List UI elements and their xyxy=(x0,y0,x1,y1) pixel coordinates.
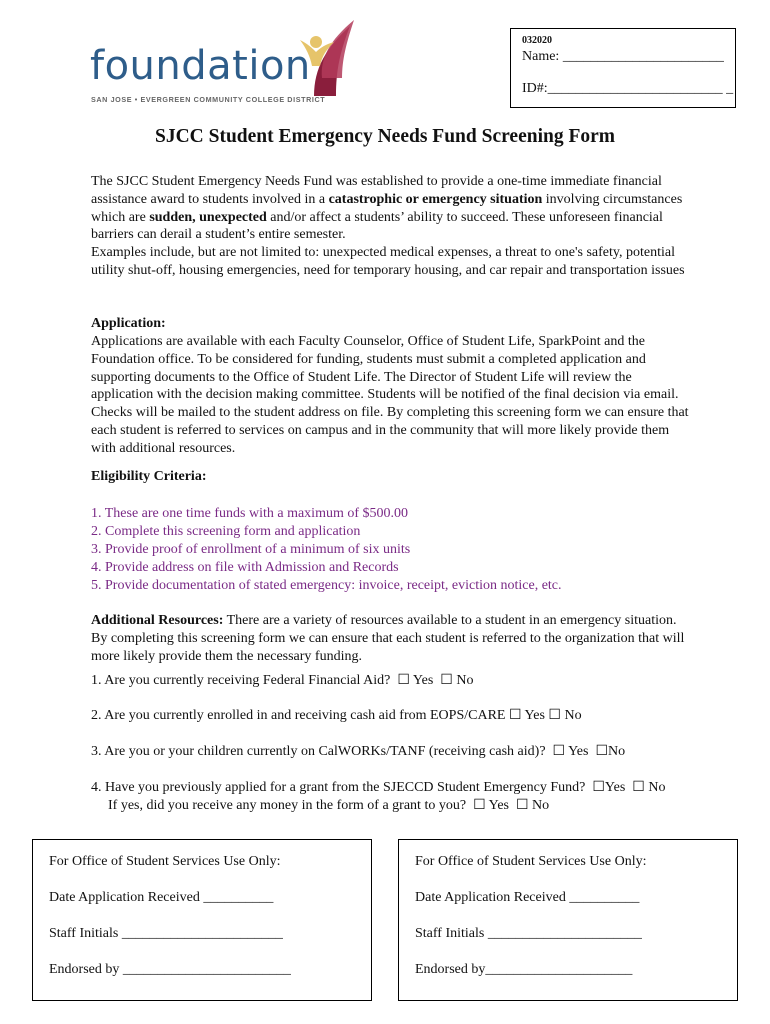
question-1: 1. Are you currently receiving Federal Financial Aid? ☐ Yes ☐ No xyxy=(91,673,474,688)
name-field[interactable]: Name: _______________________ xyxy=(522,49,724,64)
application-heading: Application: xyxy=(91,316,166,331)
list-item: 4. Provide address on file with Admission and Records xyxy=(91,560,399,575)
resources-paragraph: Additional Resources: There are a variety of resources available to a student in an emergency situation. By completing this screening form we can ensure that each student is referred to the organization that will more likely provide them the necessary funding. xyxy=(91,613,685,664)
form-code: 032020 xyxy=(522,35,552,46)
eligibility-heading: Eligibility Criteria: xyxy=(91,469,207,484)
q3-no-checkbox[interactable]: ☐ xyxy=(595,744,609,759)
endorsed-by-field[interactable]: Endorsed by ________________________ xyxy=(49,962,291,977)
date-received-field[interactable]: Date Application Received __________ xyxy=(49,890,274,905)
q4-followup-no-checkbox[interactable]: ☐ xyxy=(515,798,529,813)
q3-yes-checkbox[interactable]: ☐ xyxy=(552,744,566,759)
page-title: SJCC Student Emergency Needs Fund Screening Form xyxy=(154,126,616,147)
endorsed-by-field[interactable]: Endorsed by_____________________ xyxy=(415,962,633,977)
q1-no-checkbox[interactable]: ☐ xyxy=(440,673,453,688)
list-item: 3. Provide proof of enrollment of a minimum of six units xyxy=(91,542,411,557)
q4-no-checkbox[interactable]: ☐ xyxy=(632,780,645,795)
q1-yes-checkbox[interactable]: ☐ xyxy=(397,673,410,688)
q4-yes-checkbox[interactable]: ☐ xyxy=(592,780,605,795)
application-paragraph: Applications are available with each Faculty Counselor, Office of Student Life, SparkPoint and the Foundation office. To be considered for funding, students must submit a completed application and supporting documents to the Office of Student Life. The Director of Student Life will review the application with the decision making committee. Students will be notified of the final decision via email. Checks will be mailed to the student address on file. By completing this screening form we can ensure that each student is referred to services on campus and in the community that will more likely provide them with additional resources. xyxy=(91,334,689,456)
question-2: 2. Are you currently enrolled in and receiving cash aid from EOPS/CARE ☐ Yes ☐ No xyxy=(91,708,582,723)
q2-no-checkbox[interactable]: ☐ xyxy=(548,708,561,723)
office-use-box-right xyxy=(398,839,738,1001)
q2-yes-checkbox[interactable]: ☐ xyxy=(508,708,522,723)
eligibility-list xyxy=(91,505,562,595)
office-heading: For Office of Student Services Use Only: xyxy=(49,854,281,869)
intro-paragraph: The SJCC Student Emergency Needs Fund was established to provide a one-time immediate financial assistance award to students involved in a catastrophic or emergency situation involving circumstances which are sudden, unexpected and/or affect a students’ ability to succeed. These unforeseen financial barriers can derail a student’s entire semester. Examples include, but are not limited to: unexpected medical expenses, a threat to one's safety, potential utility shut-off, housing emergencies, need for temporary housing, and car repair and transportation issues xyxy=(91,174,685,278)
list-item: 5. Provide documentation of stated emergency: invoice, receipt, eviction notice, etc. xyxy=(91,578,562,593)
q4-followup-yes-checkbox[interactable]: ☐ xyxy=(473,798,486,813)
question-4-followup: If yes, did you receive any money in the form of a grant to you? ☐ Yes ☐ No xyxy=(108,798,550,813)
question-3: 3. Are you or your children currently on CalWORKs/TANF (receiving cash aid)? ☐ Yes ☐No xyxy=(91,744,626,759)
staff-initials-field[interactable]: Staff Initials _______________________ xyxy=(49,926,283,941)
question-4: 4. Have you previously applied for a grant from the SJECCD Student Emergency Fund? ☐Yes ☐ No If yes, did you receive any money in the form of a grant to you? ☐ Yes ☐ No xyxy=(91,780,666,813)
list-item: 1. These are one time funds with a maximum of $500.00 xyxy=(91,506,409,521)
office-use-box-left xyxy=(32,839,372,1001)
list-item: 2. Complete this screening form and application xyxy=(91,524,361,539)
staff-initials-field[interactable]: Staff Initials ______________________ xyxy=(415,926,642,941)
id-field[interactable]: ID#:_________________________ _ xyxy=(522,81,734,96)
office-heading: For Office of Student Services Use Only: xyxy=(415,854,647,869)
date-received-field[interactable]: Date Application Received __________ xyxy=(415,890,640,905)
student-id-box xyxy=(510,28,736,108)
logo-wordmark: foundation xyxy=(90,43,311,89)
logo-subtitle: SAN JOSE • EVERGREEN COMMUNITY COLLEGE DISTRICT xyxy=(91,95,326,104)
